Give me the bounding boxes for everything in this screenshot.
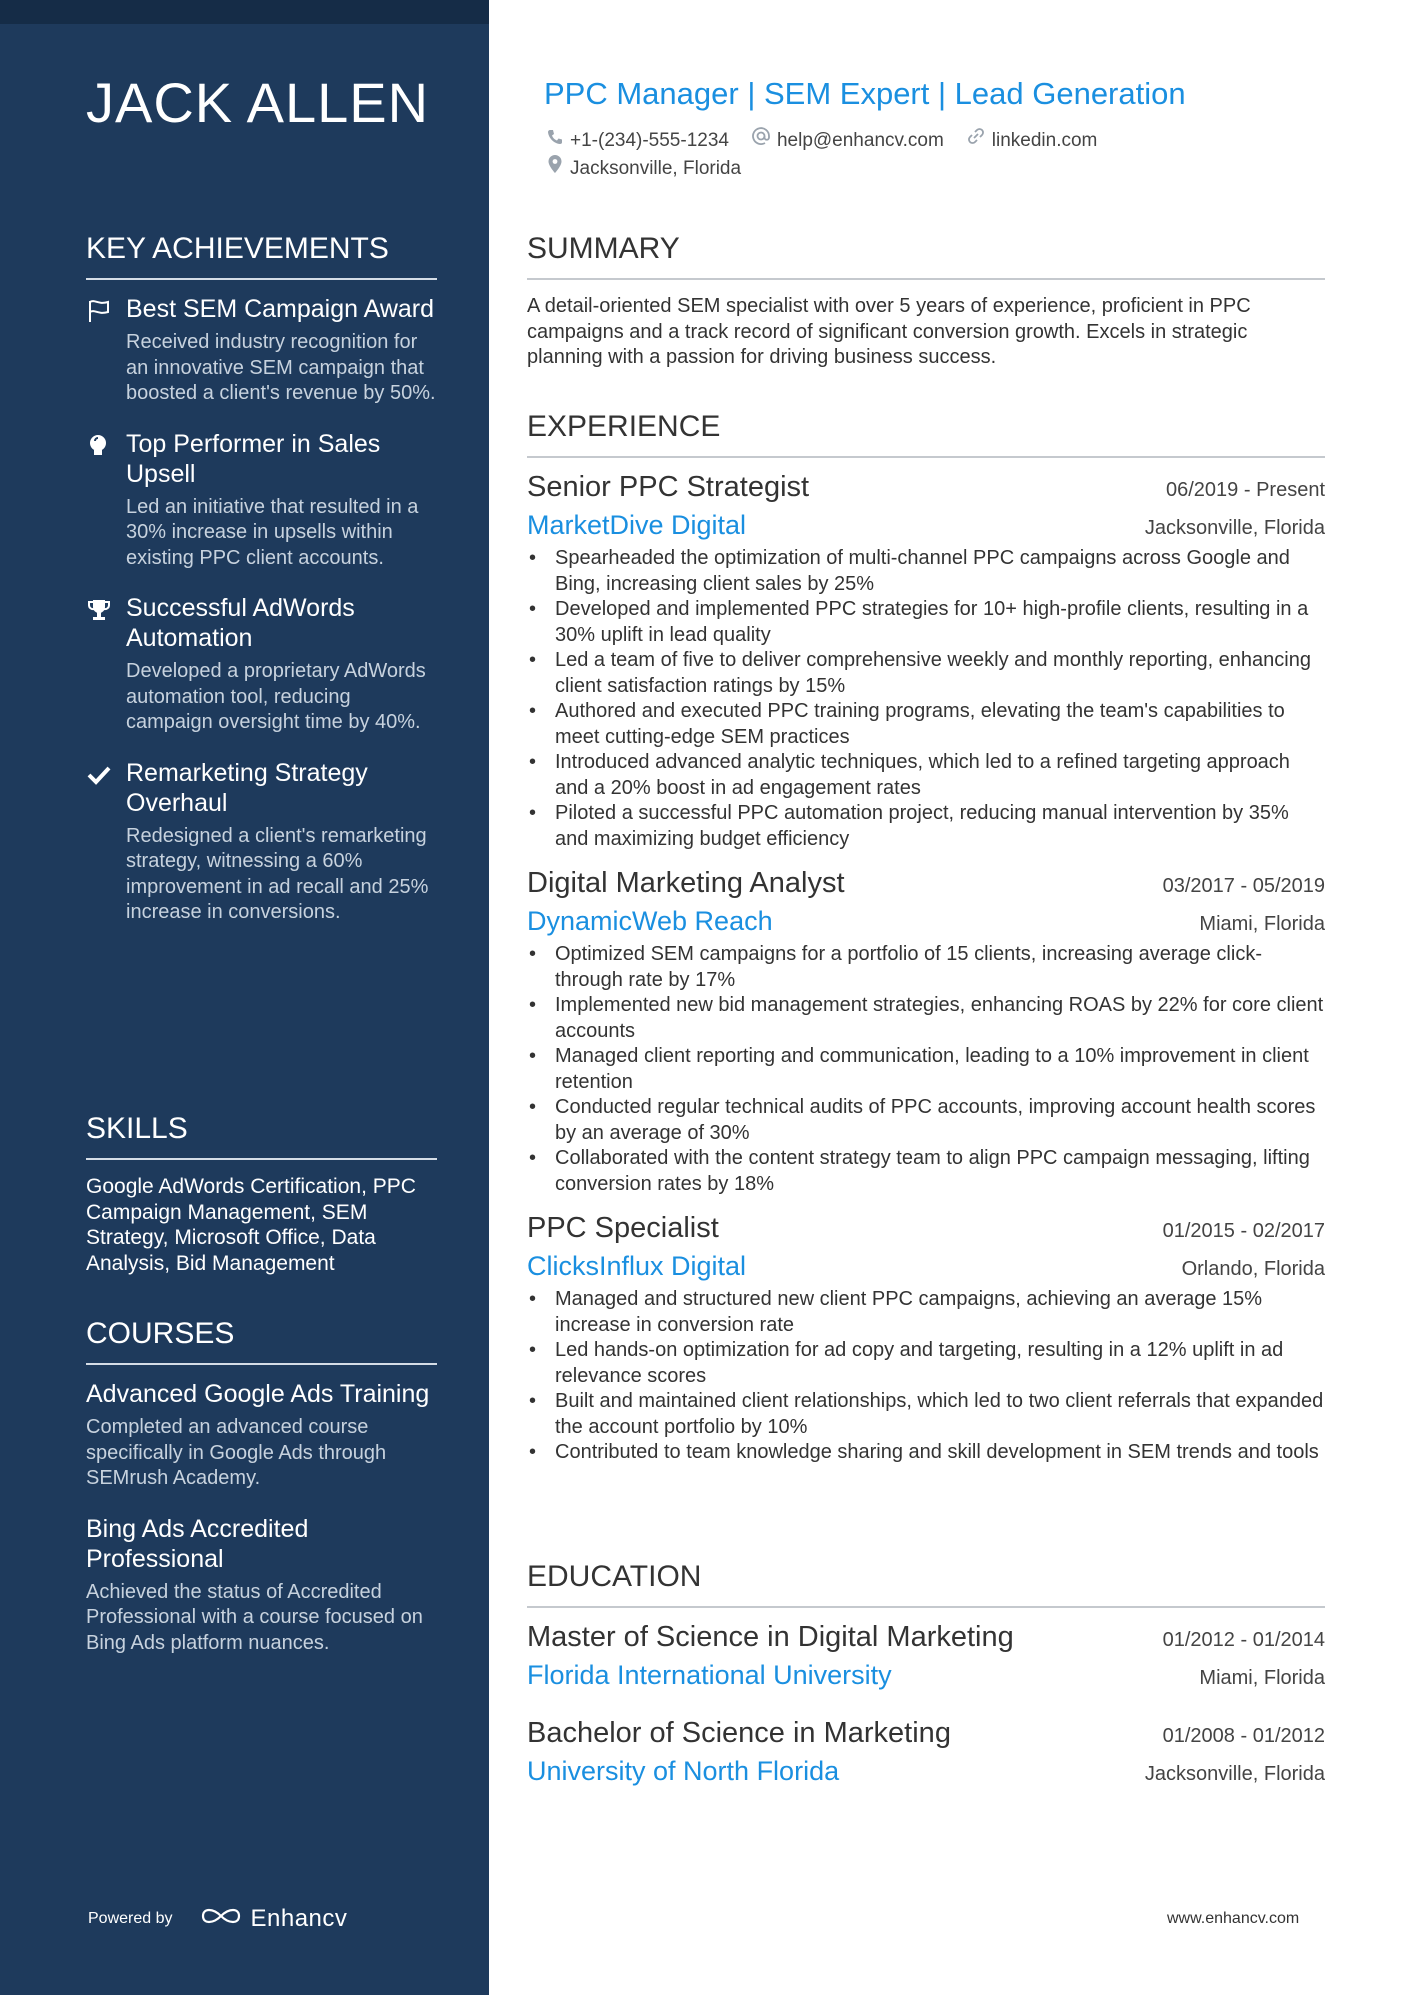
key-achievements-section bbox=[86, 232, 437, 926]
education-dates: 01/2012 - 01/2014 bbox=[1162, 1629, 1325, 1651]
achievement-title: Best SEM Campaign Award bbox=[126, 295, 435, 323]
course-item bbox=[86, 1379, 437, 1492]
degree-title: Master of Science in Digital Marketing bbox=[527, 1621, 1014, 1653]
job-bullet: • Led a team of five to deliver comprehensive weekly and monthly reporting, enhancing client satisfaction ratings by 15% bbox=[527, 648, 1325, 699]
experience-heading: EXPERIENCE bbox=[527, 410, 1325, 458]
main-content bbox=[527, 0, 1325, 1995]
courses-section bbox=[86, 1317, 437, 1656]
education-subheader bbox=[527, 1752, 1325, 1790]
email-contact[interactable] bbox=[751, 126, 944, 154]
experience-section bbox=[527, 410, 1325, 1466]
job-bullet: • Managed client reporting and communication, leading to a 10% improvement in client retention bbox=[527, 1044, 1325, 1095]
achievement-item bbox=[86, 294, 437, 407]
education-entry bbox=[527, 1714, 1325, 1790]
school-location: Miami, Florida bbox=[1199, 1667, 1325, 1689]
education-header bbox=[527, 1618, 1325, 1656]
job-dates: 06/2019 - Present bbox=[1166, 479, 1325, 501]
summary-section bbox=[527, 232, 1325, 371]
achievement-description: Redesigned a client's remarketing strategy, witnessing a 60% improvement in ad recall and 25% increase in conversions. bbox=[126, 824, 429, 923]
course-title: Advanced Google Ads Training bbox=[86, 1380, 430, 1408]
job-bullets bbox=[527, 942, 1325, 1197]
contact-row bbox=[546, 126, 1306, 154]
courses-heading: COURSES bbox=[86, 1317, 437, 1365]
skills-heading: SKILLS bbox=[86, 1112, 437, 1160]
achievement-description: Led an initiative that resulted in a 30% increase in upsells within existing PPC client accounts. bbox=[126, 495, 419, 569]
achievement-description: Developed a proprietary AdWords automation tool, reducing campaign oversight time by 40%. bbox=[126, 660, 426, 733]
linkedin-text: linkedin.com bbox=[991, 129, 1098, 151]
location-text: Jacksonville, Florida bbox=[570, 157, 742, 179]
achievement-title: Remarketing Strategy Overhaul bbox=[126, 758, 368, 817]
flag-icon bbox=[86, 298, 112, 324]
job-bullet: • Piloted a successful PPC automation project, reducing manual intervention by 35% and maximizing budget efficiency bbox=[527, 801, 1325, 852]
job-bullets bbox=[527, 546, 1325, 852]
course-item bbox=[86, 1514, 437, 1657]
job-dates: 03/2017 - 05/2019 bbox=[1162, 875, 1325, 897]
job-subheader bbox=[527, 506, 1325, 544]
education-header bbox=[527, 1714, 1325, 1752]
sidebar bbox=[0, 0, 489, 1995]
phone-contact bbox=[546, 127, 729, 154]
key-achievements-heading: KEY ACHIEVEMENTS bbox=[86, 232, 437, 280]
enhancv-logo-icon bbox=[199, 1904, 243, 1933]
job-subheader bbox=[527, 902, 1325, 940]
job-bullet: • Led hands-on optimization for ad copy and targeting, resulting in a 12% uplift in ad relevance scores bbox=[527, 1338, 1325, 1389]
achievement-description: Received industry recognition for an innovative SEM campaign that boosted a client's revenue by 50%. bbox=[126, 331, 436, 404]
candidate-name: JACK ALLEN bbox=[86, 71, 430, 134]
job-bullet: • Developed and implemented PPC strategies for 10+ high-profile clients, resulting in a 30% uplift in lead quality bbox=[527, 597, 1325, 648]
linkedin-contact[interactable] bbox=[966, 126, 1098, 154]
contact-info bbox=[546, 126, 1306, 182]
job-company: ClicksInflux Digital bbox=[527, 1251, 747, 1281]
job-location: Miami, Florida bbox=[1199, 913, 1325, 935]
contact-row bbox=[546, 154, 1306, 182]
job-entry bbox=[527, 864, 1325, 1197]
education-subheader bbox=[527, 1656, 1325, 1694]
checkmark-icon bbox=[86, 762, 112, 788]
email-text: help@enhancv.com bbox=[776, 129, 944, 151]
achievement-title: Top Performer in Sales Upsell bbox=[126, 429, 381, 488]
job-subheader bbox=[527, 1247, 1325, 1285]
job-company: DynamicWeb Reach bbox=[527, 906, 773, 936]
school-location: Jacksonville, Florida bbox=[1144, 1763, 1325, 1785]
education-section bbox=[527, 1560, 1325, 1790]
job-entry bbox=[527, 468, 1325, 852]
degree-title: Bachelor of Science in Marketing bbox=[527, 1717, 951, 1749]
job-bullet: • Optimized SEM campaigns for a portfolio of 15 clients, increasing average click-through rate by 17% bbox=[527, 942, 1325, 993]
job-bullet: • Authored and executed PPC training programs, elevating the team's capabilities to meet cutting-edge SEM practices bbox=[527, 699, 1325, 750]
school-name: University of North Florida bbox=[527, 1756, 840, 1786]
job-location: Orlando, Florida bbox=[1181, 1258, 1325, 1280]
job-bullet: • Conducted regular technical audits of PPC accounts, improving account health scores by an average of 30% bbox=[527, 1095, 1325, 1146]
job-dates: 01/2015 - 02/2017 bbox=[1162, 1220, 1325, 1242]
job-bullet: • Contributed to team knowledge sharing and skill development in SEM trends and tools bbox=[527, 1440, 1325, 1466]
location-pin-icon bbox=[546, 154, 570, 182]
job-header bbox=[527, 1209, 1325, 1247]
job-location: Jacksonville, Florida bbox=[1144, 517, 1325, 539]
job-bullet: • Introduced advanced analytic techniques, which led to a refined targeting approach and a 20% boost in ad engagement rates bbox=[527, 750, 1325, 801]
job-title: Senior PPC Strategist bbox=[527, 471, 810, 503]
link-icon bbox=[966, 126, 992, 154]
location-contact bbox=[546, 154, 741, 182]
education-entry bbox=[527, 1618, 1325, 1694]
course-description: Achieved the status of Accredited Professional with a course focused on Bing Ads platform nuances. bbox=[86, 1580, 423, 1654]
achievement-item bbox=[86, 593, 437, 736]
achievement-title: Successful AdWords Automation bbox=[126, 594, 355, 652]
job-entry bbox=[527, 1209, 1325, 1466]
school-name: Florida International University bbox=[527, 1660, 892, 1690]
job-bullet: • Implemented new bid management strategies, enhancing ROAS by 22% for core client accounts bbox=[527, 993, 1325, 1044]
course-title: Bing Ads Accredited Professional bbox=[86, 1514, 309, 1573]
job-bullets bbox=[527, 1287, 1325, 1466]
enhancv-logo[interactable] bbox=[199, 1904, 348, 1933]
job-company: MarketDive Digital bbox=[527, 510, 747, 540]
headline: PPC Manager | SEM Expert | Lead Generation bbox=[544, 76, 1186, 111]
lightbulb-icon bbox=[86, 433, 112, 459]
job-bullet: • Collaborated with the content strategy team to align PPC campaign messaging, lifting conversion rates by 18% bbox=[527, 1146, 1325, 1197]
course-description: Completed an advanced course specifically in Google Ads through SEMrush Academy. bbox=[86, 1416, 387, 1489]
phone-text: +1-(234)-555-1234 bbox=[570, 129, 729, 151]
job-bullet: • Built and maintained client relationships, which led to two client referrals that expanded the account portfolio by 10% bbox=[527, 1389, 1325, 1440]
job-bullet: • Managed and structured new client PPC campaigns, achieving an average 15% increase in conversion rate bbox=[527, 1287, 1325, 1338]
at-icon bbox=[751, 126, 777, 154]
job-header bbox=[527, 864, 1325, 902]
footer-url[interactable]: www.enhancv.com bbox=[1167, 1910, 1300, 1927]
trophy-icon bbox=[86, 597, 112, 623]
job-title: Digital Marketing Analyst bbox=[527, 867, 845, 899]
job-header bbox=[527, 468, 1325, 506]
education-heading: EDUCATION bbox=[527, 1560, 1325, 1608]
job-bullet: • Spearheaded the optimization of multi-channel PPC campaigns across Google and Bing, increasing client sales by 25% bbox=[527, 546, 1325, 597]
enhancv-brand-name: Enhancv bbox=[250, 1904, 348, 1932]
summary-heading: SUMMARY bbox=[527, 232, 1325, 280]
skills-list: Google AdWords Certification, PPC Campaign Management, SEM Strategy, Microsoft Office, Data Analysis, Bid Management bbox=[86, 1175, 416, 1275]
powered-by-label: Powered by bbox=[88, 1909, 173, 1927]
sidebar-top-bar bbox=[0, 0, 489, 24]
powered-by bbox=[88, 1904, 347, 1933]
achievement-item bbox=[86, 429, 437, 572]
summary-text: A detail-oriented SEM specialist with over 5 years of experience, proficient in PPC campaigns and a track record of significant conversion growth. Excels in strategic planning with a passion for driving business success. bbox=[527, 295, 1251, 368]
education-dates: 01/2008 - 01/2012 bbox=[1162, 1725, 1325, 1747]
achievement-item bbox=[86, 758, 437, 926]
job-title: PPC Specialist bbox=[527, 1212, 719, 1244]
phone-icon bbox=[546, 127, 570, 154]
skills-section bbox=[86, 1112, 437, 1276]
